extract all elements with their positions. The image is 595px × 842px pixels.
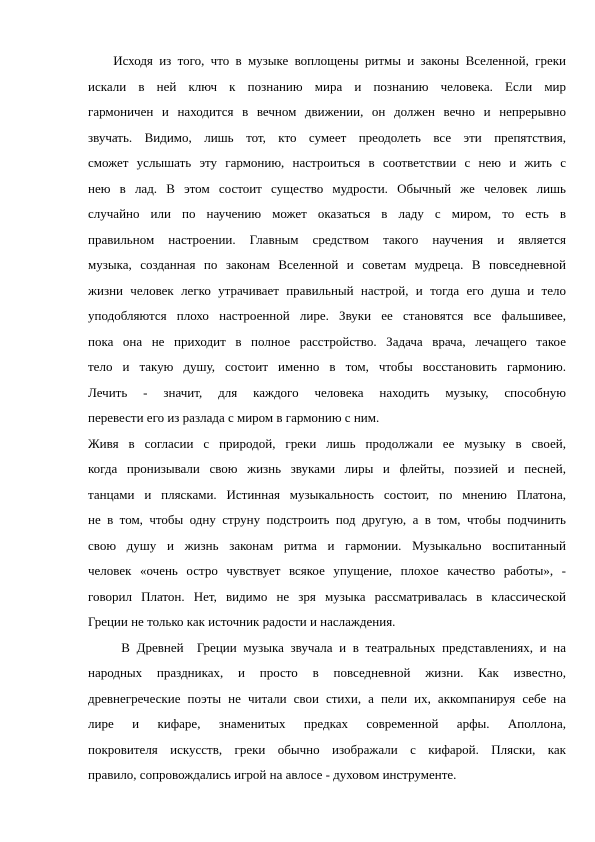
body-text — [88, 48, 566, 788]
text-line: Лечить - значит, для каждого человека находить музыку, способную — [88, 384, 566, 400]
text-line: свою душу и жизнь законам ритма и гармонии. Музыкально воспитанный — [88, 537, 566, 553]
text-line: искали в ней ключ к познанию мира и познанию человека. Если мир — [88, 78, 566, 94]
text-line: танцами и плясками. Истинная музыкальность состоит, по мнению Платона, — [88, 486, 566, 502]
text-line: Греции не только как источник радости и наслаждения. — [88, 614, 396, 629]
text-line: пока она не приходит в полное расстройство. Задача врача, лечащего такое — [88, 333, 566, 349]
text-line: уподобляются плохо настроенной лире. Звуки ее становятся все фальшивее, — [88, 308, 566, 323]
text-line: тело и такую душу, состоит именно в том, чтобы восстановить гармонию. — [88, 359, 566, 374]
text-line: сможет услышать эту гармонию, настроиться в соответствии с нею и жить с — [88, 155, 566, 170]
text-line: музыка, созданная по законам Вселенной и советам мудреца. В повседневной — [88, 257, 566, 272]
text-line: правило, сопровождались игрой на авлосе - духовом инструменте. — [88, 767, 457, 782]
text-line: Живя в согласии с природой, греки лишь продолжали ее музыку в своей, — [88, 435, 566, 451]
text-line: говорил Платон. Нет, видимо не зря музыка рассматривалась в классической — [88, 588, 566, 604]
text-line: звучать. Видимо, лишь тот, кто сумеет преодолеть все эти препятствия, — [88, 129, 566, 145]
text-line: когда пронизывали свою жизнь звуками лиры и флейты, поэзией и песней, — [88, 461, 566, 476]
text-line: Исходя из того, что в музыке воплощены ритмы и законы Вселенной, греки — [88, 53, 566, 68]
text-line: покровителя искусств, греки обычно изображали с кифарой. Пляски, как — [88, 741, 566, 757]
text-line: лире и кифаре, знаменитых предках современной арфы. Аполлона, — [88, 716, 566, 731]
text-line: правильном настроении. Главным средством такого научения и является — [88, 231, 566, 247]
text-line: не в том, чтобы одну струну подстроить под другую, а в том, чтобы подчинить — [88, 512, 566, 527]
text-line: древнегреческие поэты не читали свои стихи, а пели их, аккомпанируя себе на — [88, 690, 566, 706]
text-line: случайно или по научению может оказаться в ладу с миром, то есть в — [88, 206, 566, 221]
text-line: жизни человек легко утрачивает правильный настрой, и тогда его душа и тело — [88, 282, 566, 298]
text-line: нею в лад. В этом состоит существо мудрости. Обычный же человек лишь — [88, 180, 566, 196]
text-line: человек «очень остро чувствует всякое упущение, плохое качество работы», - — [88, 563, 566, 578]
text-line: перевести его из разлада с миром в гармонию с ним. — [88, 410, 380, 425]
text-line: народных праздниках, и просто в повседневной жизни. Как известно, — [88, 665, 566, 680]
text-line: гармоничен и находится в вечном движении, он должен вечно и непрерывно — [88, 104, 566, 119]
text-line: В Древней Греции музыка звучала и в театральных представлениях, и на — [88, 639, 566, 655]
